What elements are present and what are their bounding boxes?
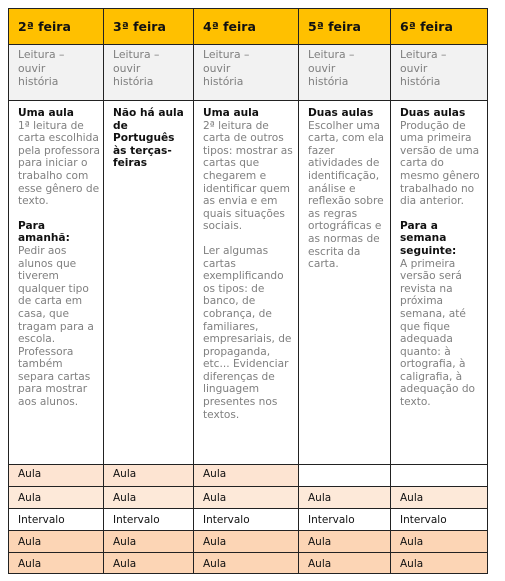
wednesday-text-2: Ler algumas cartas exemplificando os tipos: de banco, de cobrança, de familiares, empresariais, de propaganda, etc... Evidenciar diferenças de linguagem presentes nos textos. bbox=[203, 244, 292, 421]
wednesday-text: 2ª leitura de carta de outros tipos: mostrar as cartas que chegarem e identificar quem as envia e em quais situações sociais. bbox=[203, 119, 293, 233]
description-wednesday bbox=[194, 101, 299, 465]
class-slot-tuesday-1: Aula bbox=[104, 465, 194, 487]
thursday-title: Duas aulas bbox=[308, 107, 374, 119]
class-slot-monday-1: Aula bbox=[8, 465, 104, 487]
friday-text-2: A primeira versão será revista na próxima semana, até que fique adequada quanto: à ortografia, à caligrafia, à adequação do texto. bbox=[400, 257, 476, 409]
activity-wednesday: Leitura – ouvir história bbox=[194, 45, 299, 101]
activity-thursday: Leitura – ouvir história bbox=[299, 45, 391, 101]
empty-slot-thursday bbox=[299, 465, 391, 487]
thursday-text: Escolher uma carta, com ela fazer atividades de identificação, análise e reflexão sobre as regras ortográficas e as normas de escrita da carta. bbox=[308, 119, 384, 271]
class-slot-friday-4: Aula bbox=[391, 553, 488, 574]
class-slot-monday-4: Aula bbox=[8, 553, 104, 574]
weekly-schedule-table bbox=[8, 8, 488, 574]
class-slot-tuesday-2: Aula bbox=[104, 487, 194, 509]
class-slot-tuesday-4: Aula bbox=[104, 553, 194, 574]
monday-subtitle: Para amanhã: bbox=[18, 219, 70, 245]
break-tuesday: Intervalo bbox=[104, 509, 194, 531]
activity-monday: Leitura – ouvir história bbox=[8, 45, 104, 101]
break-wednesday: Intervalo bbox=[194, 509, 299, 531]
activity-tuesday: Leitura – ouvir história bbox=[104, 45, 194, 101]
header-wednesday: 4ª feira bbox=[194, 8, 299, 45]
class-slot-thursday-2: Aula bbox=[299, 487, 391, 509]
monday-title: Uma aula bbox=[18, 107, 74, 119]
class-slot-wednesday-2: Aula bbox=[194, 487, 299, 509]
activity-friday: Leitura – ouvir história bbox=[391, 45, 488, 101]
wednesday-title: Uma aula bbox=[203, 107, 259, 119]
description-monday bbox=[8, 101, 104, 465]
friday-text: Produção de uma primeira versão de uma carta do mesmo gênero trabalhado no dia anterior. bbox=[400, 119, 480, 208]
break-monday: Intervalo bbox=[8, 509, 104, 531]
description-friday bbox=[391, 101, 488, 465]
friday-subtitle: Para a semana seguinte: bbox=[400, 219, 457, 257]
class-slot-monday-2: Aula bbox=[8, 487, 104, 509]
class-slot-thursday-4: Aula bbox=[299, 553, 391, 574]
class-slot-friday-3: Aula bbox=[391, 531, 488, 553]
break-thursday: Intervalo bbox=[299, 509, 391, 531]
tuesday-title: Não há aula de Português às terças-feiras bbox=[113, 107, 184, 170]
class-slot-tuesday-3: Aula bbox=[104, 531, 194, 553]
class-slot-wednesday-4: Aula bbox=[194, 553, 299, 574]
monday-text-2: Pedir aos alunos que tiverem qualquer tipo de carta em casa, que tragam para a escola. Professora também separa cartas para mostrar aos alunos. bbox=[18, 244, 94, 409]
monday-text: 1ª leitura de carta escolhida pela professora para iniciar o trabalho com esse gênero de texto. bbox=[18, 119, 100, 208]
description-tuesday bbox=[104, 101, 194, 465]
header-tuesday: 3ª feira bbox=[104, 8, 194, 45]
break-friday: Intervalo bbox=[391, 509, 488, 531]
description-thursday bbox=[299, 101, 391, 465]
class-slot-wednesday-1: Aula bbox=[194, 465, 299, 487]
header-friday: 6ª feira bbox=[391, 8, 488, 45]
class-slot-monday-3: Aula bbox=[8, 531, 104, 553]
friday-title: Duas aulas bbox=[400, 107, 466, 119]
header-monday: 2ª feira bbox=[8, 8, 104, 45]
empty-slot-friday bbox=[391, 465, 488, 487]
class-slot-thursday-3: Aula bbox=[299, 531, 391, 553]
header-thursday: 5ª feira bbox=[299, 8, 391, 45]
class-slot-wednesday-3: Aula bbox=[194, 531, 299, 553]
class-slot-friday-2: Aula bbox=[391, 487, 488, 509]
